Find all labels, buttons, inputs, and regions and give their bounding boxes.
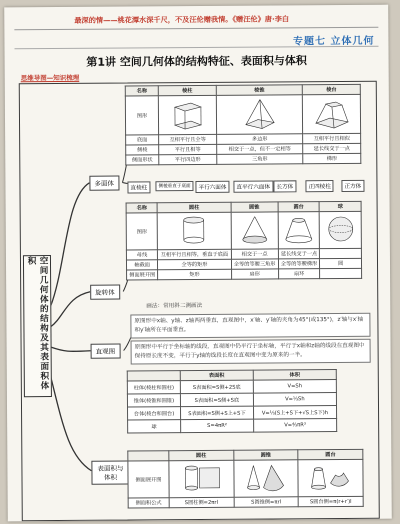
- method-text: 画法：常用斜二测画法: [146, 302, 203, 310]
- table-header: 圆柱: [169, 450, 234, 460]
- rotation-body-table: [126, 201, 363, 281]
- table-cell: 相交于一点: [231, 249, 278, 259]
- table-cell: 侧面形状: [126, 155, 159, 165]
- header-quote: 最深的情——桃花潭水深千尺，不及汪伦赠我情。《赠汪伦》唐·李白: [74, 14, 290, 25]
- table-header: [128, 451, 169, 461]
- table-cell: S表面积=S侧+S上+S下: [181, 406, 254, 420]
- frustum-icon: [311, 96, 351, 130]
- table-cell: 梯形: [303, 153, 361, 163]
- branch-polyhedron: 多面体: [89, 176, 119, 191]
- table-cell: V=Sh: [253, 380, 336, 394]
- table-cell: 全等的等腰三角形: [231, 259, 278, 269]
- truncated-cone-unfold-figure: [298, 459, 363, 496]
- rule-2-text: 原图形中平行于坐标轴的线段，直观图中仍平行于坐标轴，平行于x轴和z轴的线段在直观图中保持原长度不变，平行于y轴的线段长度在直观图中变为原来的一半。: [131, 339, 371, 365]
- table-cell: 平行四边形: [159, 154, 217, 164]
- table-header: 体积: [253, 370, 336, 381]
- table-header: 圆台: [278, 202, 320, 212]
- table-cell: 全等的等腰梯形: [278, 259, 320, 269]
- table-header: [127, 371, 180, 381]
- table-header: 圆台: [298, 449, 363, 459]
- mind-map-root: [23, 255, 52, 397]
- table-header: 表面积: [180, 370, 253, 381]
- table-cell: [320, 248, 362, 258]
- table-cell: 图形: [125, 96, 158, 135]
- table-cell: 侧棱: [126, 145, 159, 155]
- branch-area-volume: 表面积与体积: [91, 460, 129, 484]
- table-cell: 扇环: [278, 269, 320, 279]
- table-cell: 全等的矩形: [158, 259, 231, 270]
- table-header: 圆锥: [231, 202, 278, 212]
- frustum-figure: [303, 94, 361, 133]
- table-cell: V=⅓(S上+S下+√S上S下)h: [253, 406, 336, 420]
- table-cell: 矩形: [158, 269, 231, 280]
- pyramid-figure: [216, 95, 303, 135]
- truncated-cone-icon: [281, 213, 317, 245]
- mind-map-root-label: 空间几何体的结构及其表面积体积: [25, 256, 49, 391]
- table-cell: 平行且相等: [159, 144, 217, 154]
- chain-box: 直平行六面体: [233, 180, 273, 192]
- table-cell: 扇形: [231, 269, 278, 279]
- chain-box: 正四棱柱: [305, 180, 333, 192]
- table-cell: V=⁴⁄₃πR³: [253, 419, 336, 433]
- chain-box: 侧棱垂直于底面: [155, 181, 193, 191]
- table-cell: 互相平行且相等，垂直于底面: [158, 249, 231, 260]
- polyhedron-table: [125, 84, 362, 166]
- table-cell: 球: [128, 420, 181, 433]
- chain-box: 正方体: [341, 180, 364, 192]
- table-cell: S圆台侧=π(r+r′)l: [298, 496, 363, 506]
- table-cell: S圆锥侧=πrl: [234, 497, 299, 507]
- table-cell: 互相平行且全等: [159, 134, 217, 144]
- cylinder-unfold-figure: [169, 460, 234, 497]
- table-header: 棱柱: [158, 85, 216, 95]
- branch-intuitive-drawing: 直观图: [91, 344, 121, 359]
- table-cell: 多边形: [216, 134, 302, 145]
- pyramid-icon: [239, 96, 279, 130]
- table-header: 球: [320, 201, 362, 211]
- table-cell: 延长线交于一点: [278, 249, 320, 259]
- truncated-cone-figure: [278, 212, 320, 249]
- table-cell: 台体(棱台和圆台): [128, 407, 181, 420]
- cylinder-icon: [176, 214, 212, 246]
- table-cell: 侧面展开图: [128, 461, 169, 498]
- cylinder-figure: [157, 212, 231, 250]
- branch-rotation-body: 旋转体: [90, 285, 120, 300]
- area-volume-table: [127, 369, 337, 433]
- cone-unfold-icon: [244, 461, 288, 493]
- table-cell: 图形: [126, 213, 158, 250]
- table-cell: 相交于一点，但不一定相等: [217, 144, 303, 155]
- cone-figure: [231, 212, 278, 249]
- document-page: [4, 5, 392, 522]
- table-cell: 延长线交于一点: [303, 143, 361, 153]
- truncated-cone-unfold-icon: [309, 461, 353, 493]
- prism-icon: [167, 97, 207, 131]
- table-cell: S=4πR²: [181, 419, 254, 433]
- chain-box: 直棱柱: [127, 181, 150, 193]
- sphere-figure: [320, 211, 362, 248]
- table-header: 名称: [126, 203, 157, 213]
- table-cell: 三角形: [217, 154, 303, 165]
- table-header: 圆锥: [233, 450, 298, 460]
- table-cell: 锥体(棱锥和圆锥): [127, 394, 180, 407]
- table-cell: 柱体(棱柱和圆柱): [127, 381, 180, 394]
- cylinder-unfold-icon: [179, 462, 223, 494]
- table-cell: 互相平行且相似: [303, 133, 361, 143]
- table-header: 圆柱: [157, 202, 230, 213]
- section-tag: 思维导图—知识梳理: [20, 73, 80, 83]
- table-header: 棱台: [302, 84, 360, 94]
- table-header: 棱锥: [216, 85, 302, 96]
- cone-icon: [236, 213, 272, 245]
- chain-box: 长方体: [273, 180, 296, 192]
- table-cell: [320, 268, 362, 278]
- table-cell: S圆柱侧=2πrl: [169, 497, 234, 507]
- sphere-icon: [322, 213, 358, 245]
- table-cell: 圆: [320, 258, 362, 268]
- table-cell: V=⅓Sh: [253, 393, 336, 407]
- rule-1-text: 原图形中x轴、y轴、z轴两两垂直，直观图中，x′轴、y′轴的夹角为45°(或135°)，z′轴与x′轴和y′轴所在平面垂直。: [130, 313, 370, 339]
- lateral-unfold-table: [127, 449, 363, 509]
- cone-unfold-figure: [233, 460, 298, 497]
- table-cell: 母线: [126, 250, 157, 260]
- prism-figure: [158, 95, 216, 134]
- table-cell: S表面积=S侧+2S底: [180, 380, 253, 394]
- table-header: 名称: [125, 86, 158, 96]
- table-cell: 轴截面: [126, 260, 157, 270]
- table-cell: 底面: [126, 135, 159, 145]
- topic-title: 专题七 立体几何: [292, 35, 375, 48]
- table-cell: 侧面展开图: [127, 270, 158, 280]
- table-cell: S表面积=S侧+S底: [180, 393, 253, 407]
- lecture-title: 第1讲 空间几何体的结构特征、表面积与体积: [86, 54, 307, 69]
- chain-box: 平行六面体: [195, 181, 229, 193]
- table-cell: 侧面积公式: [128, 498, 169, 508]
